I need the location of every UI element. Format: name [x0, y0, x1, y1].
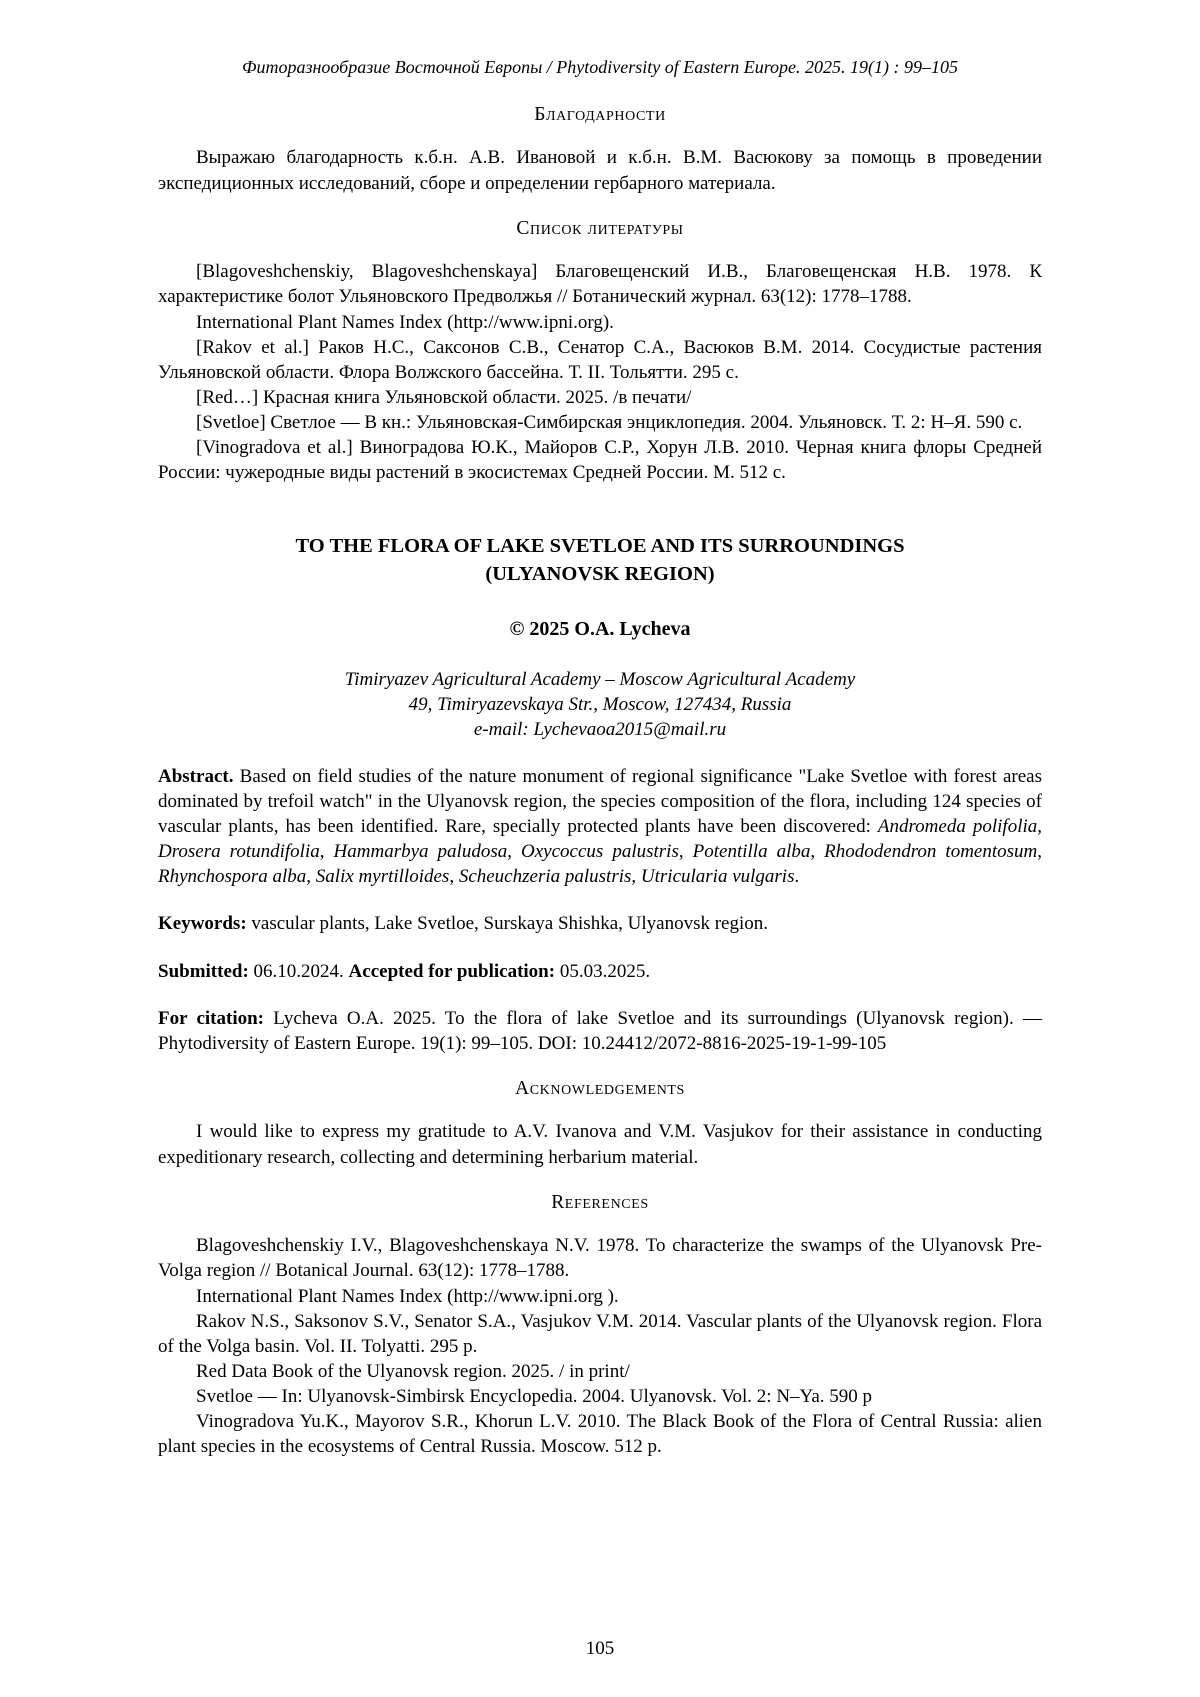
paragraph-acknowledgements-ru: Выражаю благодарность к.б.н. А.В. Ивановой и к.б.н. В.М. Васюкову за помощь в проведении экспедиционных исследований, сборе и определении гербарного материала.: [158, 147, 1042, 194]
text-segment: ,: [449, 866, 459, 888]
affiliation-line: Timiryazev Agricultural Academy – Moscow Agricultural Academy: [344, 668, 856, 690]
reference-item-ru: International Plant Names Index (http://www.ipni.org).: [196, 311, 614, 333]
text-segment: ,: [1037, 841, 1043, 863]
text-segment: Drosera rotundifolia: [158, 841, 320, 863]
affiliation-line: e-mail: Lychevaoa2015@mail.ru: [473, 718, 727, 740]
paragraph-acknowledgements-en: I would like to express my gratitude to A.V. Ivanova and V.M. Vasjukov for their assistance in conducting expeditionary research, collecting and determining herbarium material.: [158, 1121, 1042, 1168]
text-segment: Oxycoccus palustris: [521, 841, 679, 863]
text-segment: Keywords:: [158, 913, 247, 935]
text-segment: Abstract.: [158, 766, 234, 788]
reference-item-ru: [Vinogradova et al.] Виноградова Ю.К., Майоров С.Р., Хорун Л.В. 2010. Черная книга флоры Средней России: чужеродные виды растений в экосистемах Средней России. М. 512 с.: [158, 436, 1042, 483]
text-segment: ,: [507, 841, 522, 863]
heading-references-en: References: [551, 1191, 649, 1213]
reference-item-ru: [Rakov et al.] Раков Н.С., Саксонов С.В., Сенатор С.А., Васюков В.М. 2014. Сосудистые растения Ульяновской области. Флора Волжского бассейна. Т. II. Тольятти. 295 с.: [158, 336, 1042, 383]
text-segment: ,: [678, 841, 693, 863]
references-ru-list: [158, 259, 1042, 485]
text-segment: 05.03.2025.: [555, 960, 651, 982]
text-segment: ,: [319, 841, 334, 863]
text-segment: ,: [631, 866, 641, 888]
text-segment: ,: [810, 841, 825, 863]
text-segment: Utricularia vulgaris: [640, 866, 795, 888]
text-segment: For citation:: [158, 1007, 265, 1029]
references-en-list: [158, 1233, 1042, 1459]
article-title-line1: TO THE FLORA OF LAKE SVETLOE AND ITS SURROUNDINGS: [295, 535, 905, 558]
text-segment: ,: [306, 866, 316, 888]
text-segment: Accepted for publication:: [348, 960, 556, 982]
section-acknowledgements-ru: [158, 102, 1042, 196]
text-segment: Based on field studies of the nature monument of regional significance "Lake Svetloe with forest areas dominated by trefoil watch" in the Ulyanovsk region, the species composition of the flora, including 124 species of vascular plants, has been identified. Rare, specially protected plants have been discovered:: [158, 766, 1042, 838]
reference-item-en: International Plant Names Index (http://www.ipni.org ).: [196, 1285, 619, 1307]
heading-references-ru: Список литературы: [516, 217, 684, 239]
keywords-line: [158, 911, 1042, 936]
text-segment: Submitted:: [158, 960, 249, 982]
text-segment: Lycheva O.A. 2025. To the flora of lake Svetloe and its surroundings (Ulyanovsk region). — Phytodiversity of Eastern Europe. 19(1): 99–105. DOI: 10.24412/2072-8816-2025-19-1-99-105: [158, 1007, 1042, 1054]
reference-item-ru: [Red…] Красная книга Ульяновской области. 2025. /в печати/: [196, 386, 692, 408]
text-segment: ,: [1037, 816, 1042, 838]
text-segment: .: [794, 866, 800, 888]
reference-item-en: Svetloe — In: Ulyanovsk-Simbirsk Encyclopedia. 2004. Ulyanovsk. Vol. 2: N–Ya. 590 p: [196, 1385, 873, 1407]
text-segment: Salix myrtilloides: [315, 866, 450, 888]
text-segment: vascular plants, Lake Svetloe, Surskaya Shishka, Ulyanovsk region.: [246, 913, 768, 935]
reference-item-en: Vinogradova Yu.K., Mayorov S.R., Khorun L.V. 2010. The Black Book of the Flora of Central Russia: alien plant species in the ecosystems of Central Russia. Moscow. 512 p.: [158, 1410, 1042, 1457]
text-segment: Potentilla alba: [692, 841, 811, 863]
reference-item-en: Rakov N.S., Saksonov S.V., Senator S.A., Vasjukov V.M. 2014. Vascular plants of the Ulyanovsk region. Flora of the Volga basin. Vol. II. Tolyatti. 295 p.: [158, 1310, 1042, 1357]
submission-dates-line: [158, 959, 1042, 984]
section-article-english: [158, 533, 1042, 1459]
copyright-line: © 2025 O.A. Lycheva: [509, 618, 691, 641]
text-segment: 06.10.2024.: [248, 960, 349, 982]
running-head: Фиторазнообразие Восточной Европы / Phytodiversity of Eastern Europe. 2025. 19(1) : 99–105: [241, 57, 959, 77]
reference-item-en: Blagoveshchenskiy I.V., Blagoveshchenskaya N.V. 1978. To characterize the swamps of the Ulyanovsk Pre-Volga region // Botanical Journal. 63(12): 1778–1788.: [158, 1235, 1042, 1282]
reference-item-ru: [Svetloe] Светлое — В кн.: Ульяновская-Симбирская энциклопедия. 2004. Ульяновск. Т. 2: Н–Я. 590 с.: [196, 411, 1023, 433]
citation-paragraph: [158, 1006, 1042, 1056]
text-segment: Hammarbya paludosa: [333, 841, 508, 863]
page-number: 105: [585, 1637, 615, 1659]
article-title-line2: (ULYANOVSK REGION): [485, 562, 715, 585]
reference-item-en: Red Data Book of the Ulyanovsk region. 2025. / in print/: [196, 1360, 630, 1382]
text-segment: Andromeda polifolia: [877, 816, 1038, 838]
heading-acknowledgements-en: Acknowledgements: [515, 1077, 685, 1099]
article-title-en: [158, 533, 1042, 588]
reference-item-ru: [Blagoveshchenskiy, Blagoveshchenskaya] Благовещенский И.В., Благовещенская Н.В. 1978. К характеристике болот Ульяновского Предволжья // Ботанический журнал. 63(12): 1778–1788.: [158, 261, 1042, 308]
affiliation-line: 49, Timiryazevskaya Str., Moscow, 127434, Russia: [408, 693, 792, 715]
heading-acknowledgements-ru: Благодарности: [534, 103, 666, 125]
text-segment: Rhododendron tomentosum: [824, 841, 1038, 863]
section-references-ru: [158, 216, 1042, 485]
text-segment: Rhynchospora alba: [158, 866, 307, 888]
affiliation-block: [158, 667, 1042, 742]
text-segment: Scheuchzeria palustris: [458, 866, 632, 888]
abstract-paragraph: [158, 764, 1042, 889]
